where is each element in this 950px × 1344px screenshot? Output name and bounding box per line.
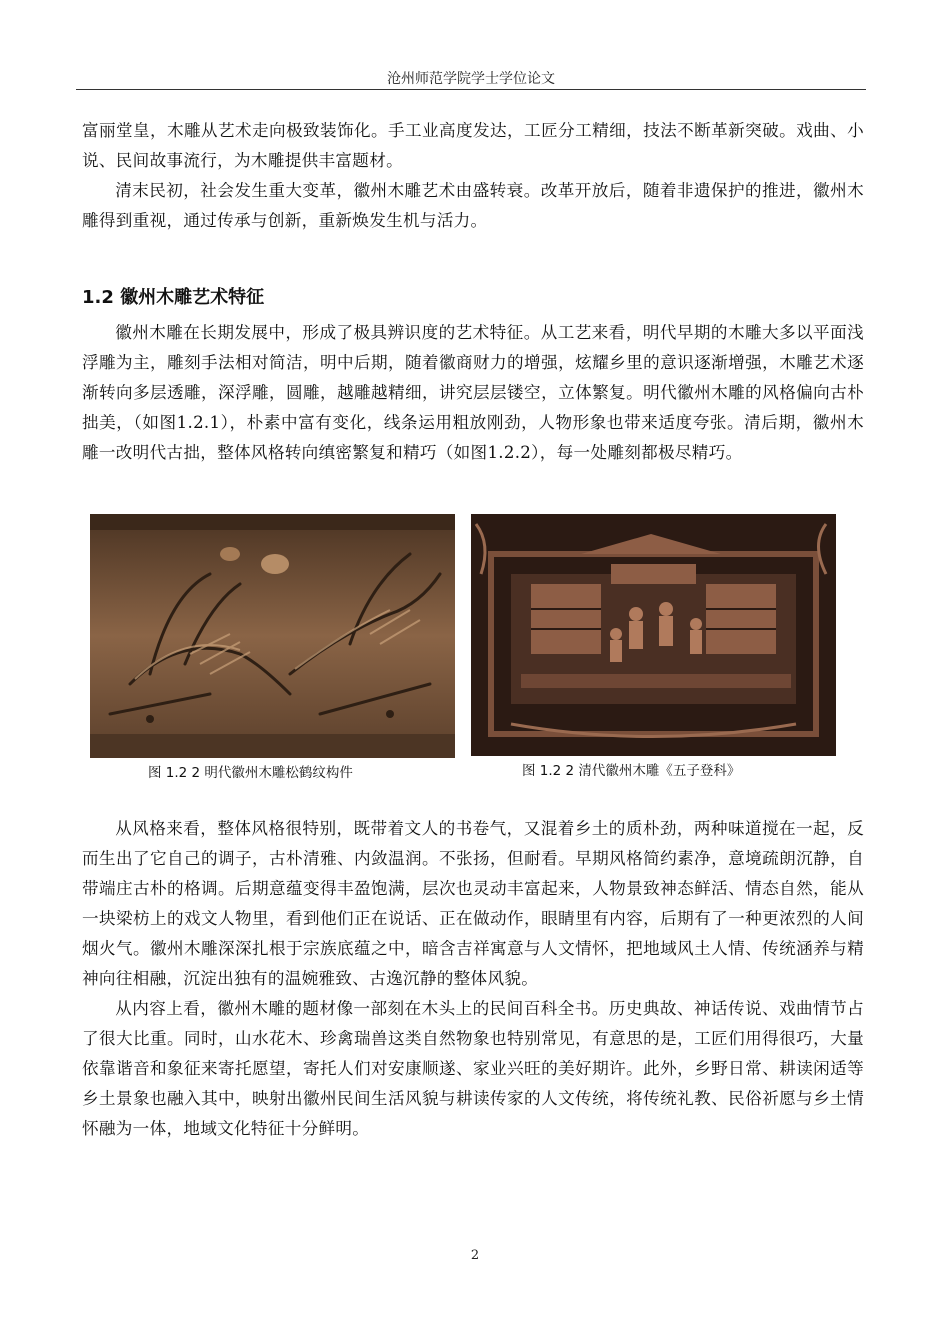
page-number: 2 (470, 1248, 480, 1263)
running-header: 沧州师范学院学士学位论文 (387, 71, 555, 87)
body-text-mid (82, 318, 864, 468)
body-text-bottom (82, 814, 864, 1144)
figure-caption: 图 1.2 2 清代徽州木雕《五子登科》 (522, 763, 741, 779)
section-heading: 1.2 徽州木雕艺术特征 (82, 287, 265, 308)
paragraph: 从内容上看，徽州木雕的题材像一部刻在木头上的民间百科全书。历史典故、神话传说、戏曲情节占了很大比重。同时，山水花木、珍禽瑞兽这类自然物象也特别常见，有意思的是，工匠们用得很巧，大量依靠谐音和象征来寄托愿望，寄托人们对安康顺遂、家业兴旺的美好期许。此外，乡野日常、耕读闲适等乡土景象也融入其中，映射出徽州民间生活风貌与耕读传家的人文传统，将传统礼教、民俗祈愿与乡土情怀融为一体，地域文化特征十分鲜明。 (82, 999, 864, 1138)
paragraph: 清末民初，社会发生重大变革，徽州木雕艺术由盛转衰。改革开放后，随着非遗保护的推进，徽州木雕得到重视，通过传承与创新，重新焕发生机与活力。 (82, 181, 864, 230)
carved-pine-crane-image (90, 514, 455, 758)
carved-five-sons-image (471, 514, 836, 756)
figure-caption: 图 1.2 2 明代徽州木雕松鹤纹构件 (148, 765, 353, 781)
paragraph: 从风格来看，整体风格很特别，既带着文人的书卷气，又混着乡土的质朴劲，两种味道搅在一起，反而生出了它自己的调子，古朴清雅、内敛温润。不张扬，但耐看。早期风格简约素净，意境疏朗沉静，自带端庄古朴的格调。后期意蕴变得丰盈饱满，层次也灵动丰富起来，人物景致神态鲜活、情态自然，能从一块梁枋上的戏文人物里，看到他们正在说话、正在做动作，眼睛里有内容，后期有了一种更浓烈的人间烟火气。徽州木雕深深扎根于宗族底蕴之中，暗含吉祥寓意与人文情怀，把地域风土人情、传统涵养与精神向往相融，沉淀出独有的温婉雅致、古逸沉静的整体风貌。 (82, 819, 864, 988)
paragraph: 徽州木雕在长期发展中，形成了极具辨识度的艺术特征。从工艺来看，明代早期的木雕大多以平面浅浮雕为主，雕刻手法相对简洁，明中后期，随着徽商财力的增强，炫耀乡里的意识逐渐增强，木雕艺术逐渐转向多层透雕，深浮雕，圆雕，越雕越精细，讲究层层镂空，立体繁复。明代徽州木雕的风格偏向古朴拙美，（如图1.2.1），朴素中富有变化，线条运用粗放刚劲，人物形象也带来适度夸张。清后期，徽州木雕一改明代古拙，整体风格转向缜密繁复和精巧（如图1.2.2），每一处雕刻都极尽精巧。 (82, 323, 864, 462)
header-rule (76, 89, 866, 90)
paragraph: 富丽堂皇，木雕从艺术走向极致装饰化。手工业高度发达，工匠分工精细，技法不断革新突破。戏曲、小说、民间故事流行，为木雕提供丰富题材。 (82, 121, 864, 170)
body-text-top (82, 116, 864, 236)
